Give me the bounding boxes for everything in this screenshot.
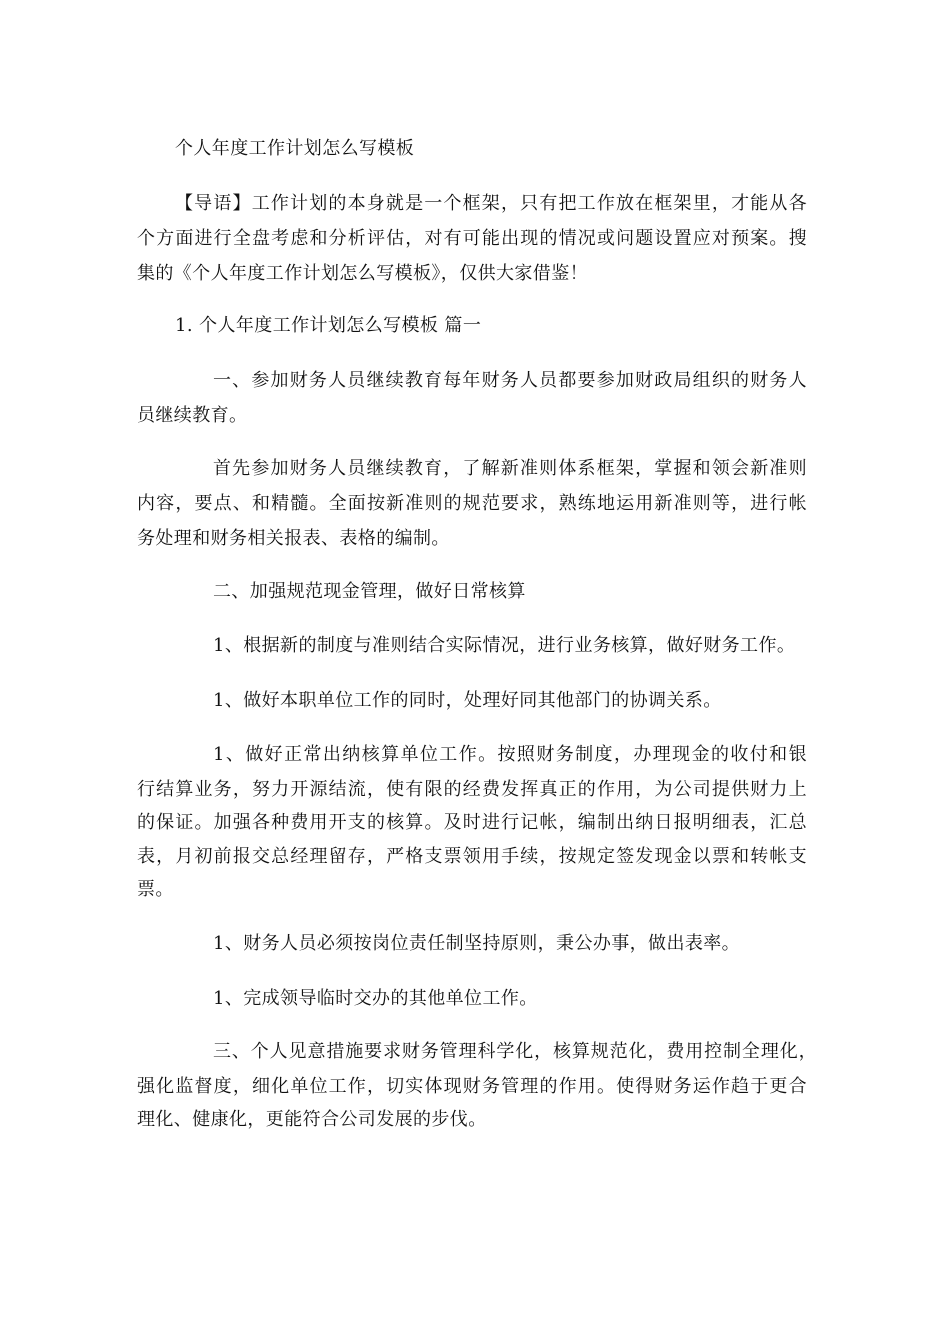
- paragraph-6-line-3: 的保证。加强各种费用开支的核算。及时进行记帐，编制出纳日报明细表，汇总: [137, 812, 807, 833]
- paragraph-1-line-1: 一、参加财务人员继续教育每年财务人员都要参加财政局组织的财务人: [213, 370, 807, 391]
- intro-line-1: 【导语】工作计划的本身就是一个框架，只有把工作放在框架里，才能从各: [175, 193, 807, 214]
- paragraph-2-line-2: 内容，要点、和精髓。全面按新准则的规范要求，熟练地运用新准则等，进行帐: [137, 493, 807, 514]
- section-heading: 1. 个人年度工作计划怎么写模板 篇一: [175, 315, 482, 336]
- paragraph-4-line-1: 1、根据新的制度与准则结合实际情况，进行业务核算，做好财务工作。: [213, 635, 796, 656]
- paragraph-2-line-3: 务处理和财务相关报表、表格的编制。: [137, 528, 450, 549]
- intro-line-3: 集的《个人年度工作计划怎么写模板》，仅供大家借鉴！: [137, 263, 588, 284]
- paragraph-3-line-1: 二、加强规范现金管理，做好日常核算: [213, 581, 526, 602]
- paragraph-5-line-1: 1、做好本职单位工作的同时，处理好同其他部门的协调关系。: [213, 690, 722, 711]
- paragraph-6-line-1: 1、做好正常出纳核算单位工作。按照财务制度，办理现金的收付和银: [213, 744, 807, 765]
- paragraph-1-line-2: 员继续教育。: [137, 405, 248, 426]
- paragraph-6-line-4: 表，月初前报交总经理留存，严格支票领用手续，按规定签发现金以票和转帐支: [137, 846, 807, 867]
- paragraph-7-line-1: 1、财务人员必须按岗位责任制坚持原则，秉公办事，做出表率。: [213, 933, 741, 954]
- paragraph-9-line-2: 强化监督度，细化单位工作，切实体现财务管理的作用。使得财务运作趋于更合: [137, 1076, 807, 1097]
- intro-line-2: 个方面进行全盘考虑和分析评估，对有可能出现的情况或问题设置应对预案。搜: [137, 228, 807, 249]
- document-title: 个人年度工作计划怎么写模板: [175, 138, 415, 159]
- paragraph-9-line-1: 三、个人见意措施要求财务管理科学化，核算规范化，费用控制全理化，: [213, 1041, 817, 1062]
- paragraph-2-line-1: 首先参加财务人员继续教育，了解新准则体系框架，掌握和领会新准则: [213, 458, 807, 479]
- paragraph-6-line-5: 票。: [137, 879, 174, 900]
- paragraph-9-line-3: 理化、健康化，更能符合公司发展的步伐。: [137, 1109, 487, 1130]
- paragraph-6-line-2: 行结算业务，努力开源结流，使有限的经费发挥真正的作用，为公司提供财力上: [137, 779, 807, 800]
- paragraph-8-line-1: 1、完成领导临时交办的其他单位工作。: [213, 988, 538, 1009]
